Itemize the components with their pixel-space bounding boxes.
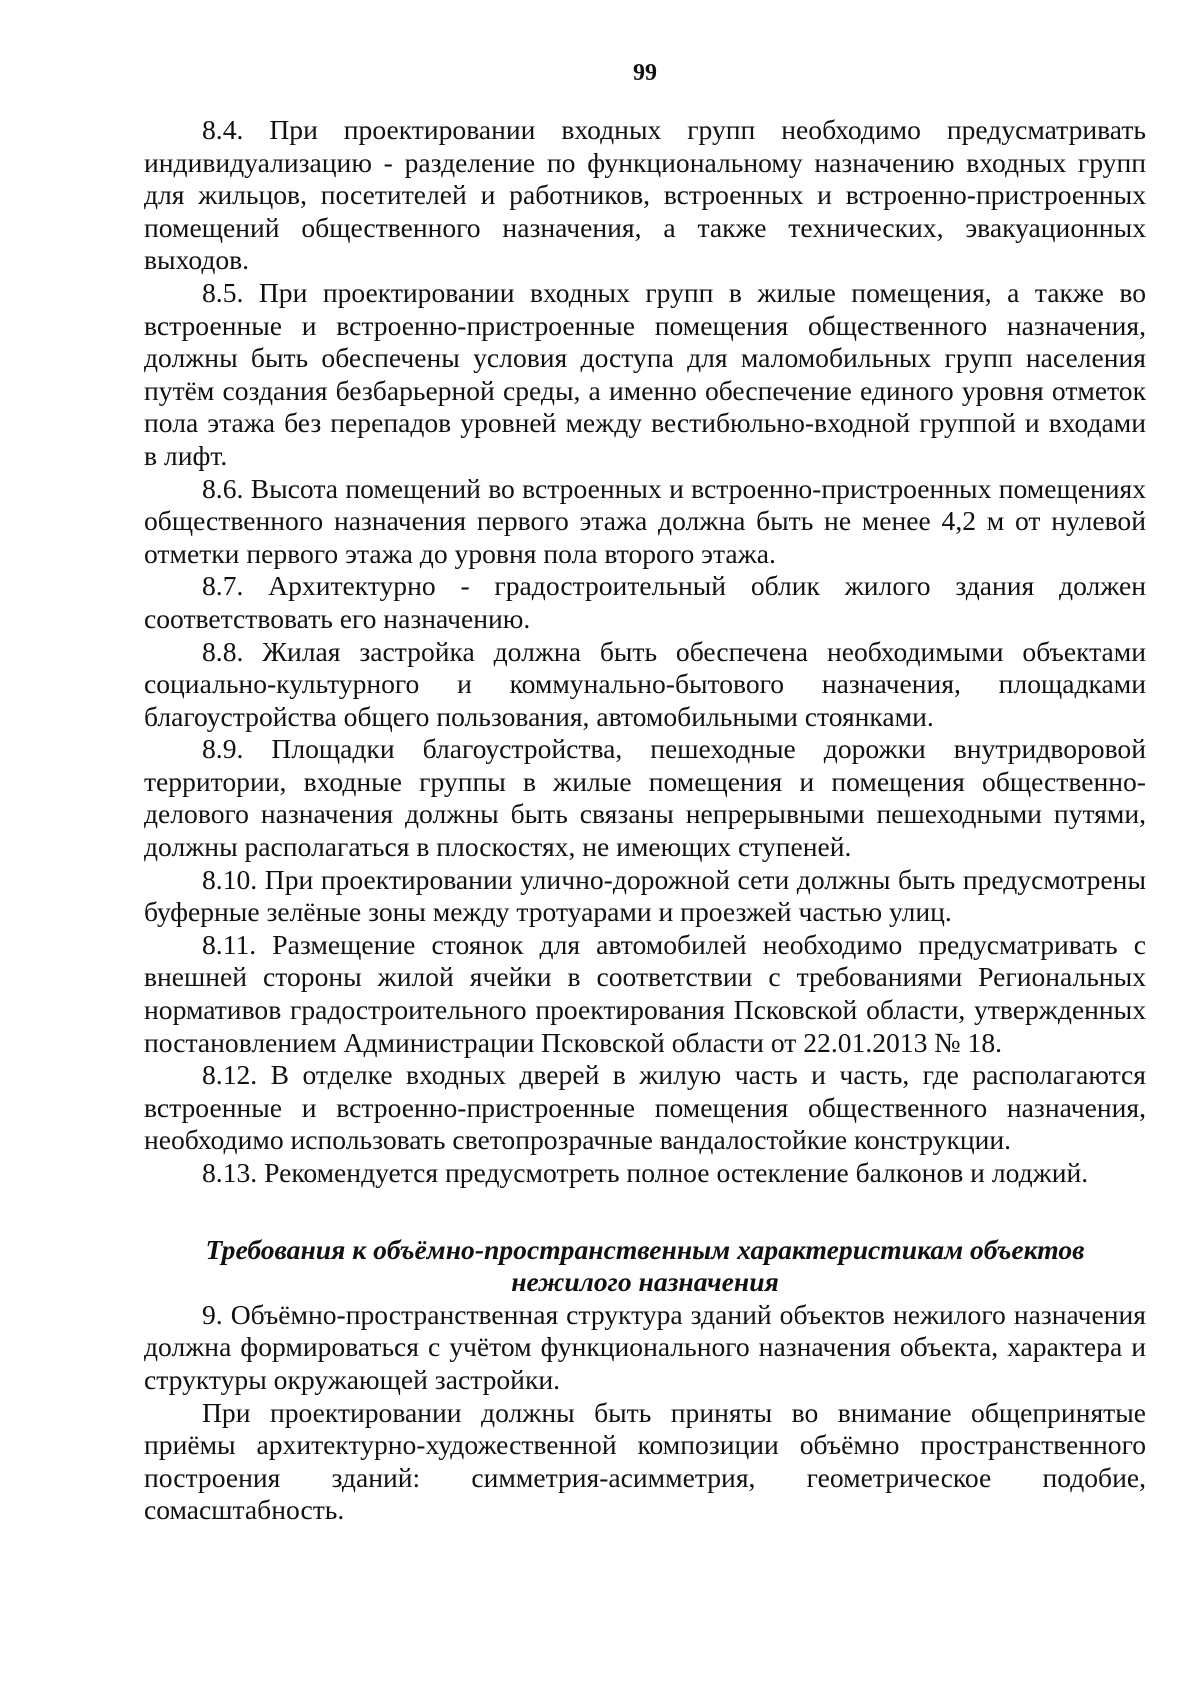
paragraph-8-11: 8.11. Размещение стоянок для автомобилей необходимо предусматривать с внешней стороны жилой ячейки в соответствии с требованиями Региональных нормативов градостроительного проектирования Псковской области, утвержденных постановлением Администрации Псковской области от 22.01.2013 № 18. bbox=[144, 928, 1146, 1058]
paragraph-9: 9. Объёмно-пространственная структура зданий объектов нежилого назначения должна формироваться с учётом функционального назначения объекта, характера и структуры окружающей застройки. bbox=[144, 1298, 1146, 1395]
paragraph-8-7: 8.7. Архитектурно - градостроительный облик жилого здания должен соответствовать его назначению. bbox=[144, 570, 1146, 634]
paragraph-8-12: 8.12. В отделке входных дверей в жилую часть и часть, где располагаются встроенные и встроенно-пристроенные помещения общественного назначения, необходимо использовать светопрозрачные вандалостойкие конструкции. bbox=[144, 1059, 1146, 1156]
paragraph-8-10: 8.10. При проектировании улично-дорожной сети должны быть предусмотрены буферные зелёные зоны между тротуарами и проезжей частью улиц. bbox=[144, 863, 1146, 928]
paragraph-8-9: 8.9. Площадки благоустройства, пешеходные дорожки внутридворовой территории, входные группы в жилые помещения и помещения общественно-делового назначения должны быть связаны непрерывными пешеходными путями, должны располагаться в плоскостях, не имеющих ступеней. bbox=[144, 733, 1146, 863]
paragraph-8-6: 8.6. Высота помещений во встроенных и встроенно-пристроенных помещениях общественного назначения первого этажа должна быть не менее 4,2 м от нулевой отметки первого этажа до уровня пола второго этажа. bbox=[144, 472, 1146, 569]
paragraph-8-13: 8.13. Рекомендуется предусмотреть полное остекление балконов и лоджий. bbox=[202, 1157, 1089, 1188]
section-heading bbox=[144, 1234, 1146, 1299]
paragraph-9-composition: При проектировании должны быть приняты во внимание общепринятые приёмы архитектурно-художественной композиции объёмно пространственного построения зданий: симметрия-асимметрия, геометрическое подобие, сомасштабность. bbox=[144, 1396, 1146, 1526]
section-heading-line-1: Требования к объёмно-пространственным характеристикам объектов bbox=[205, 1233, 1085, 1265]
document-page bbox=[144, 58, 1146, 1527]
page-number: 99 bbox=[633, 60, 657, 86]
paragraph-8-8: 8.8. Жилая застройка должна быть обеспечена необходимыми объектами социально-культурного и коммунально-бытового назначения, площадками благоустройства общего пользования, автомобильными стоянками. bbox=[144, 635, 1146, 732]
section-heading-line-2: нежилого назначения bbox=[511, 1266, 779, 1298]
paragraph-8-5: 8.5. При проектировании входных групп в жилые помещения, а также во встроенные и встроенно-пристроенные помещения общественного назначения, должны быть обеспечены условия доступа для маломобильных групп населения путём создания безбарьерной среды, а именно обеспечение единого уровня отметок пола этажа без перепадов уровней между вестибюльно-входной группой и входами в лифт. bbox=[144, 276, 1146, 471]
paragraph-8-4: 8.4. При проектировании входных групп необходимо предусматривать индивидуализацию - разделение по функциональному назначению входных групп для жильцов, посетителей и работников, встроенных и встроенно-пристроенных помещений общественного назначения, а также технических, эвакуационных выходов. bbox=[144, 114, 1146, 276]
